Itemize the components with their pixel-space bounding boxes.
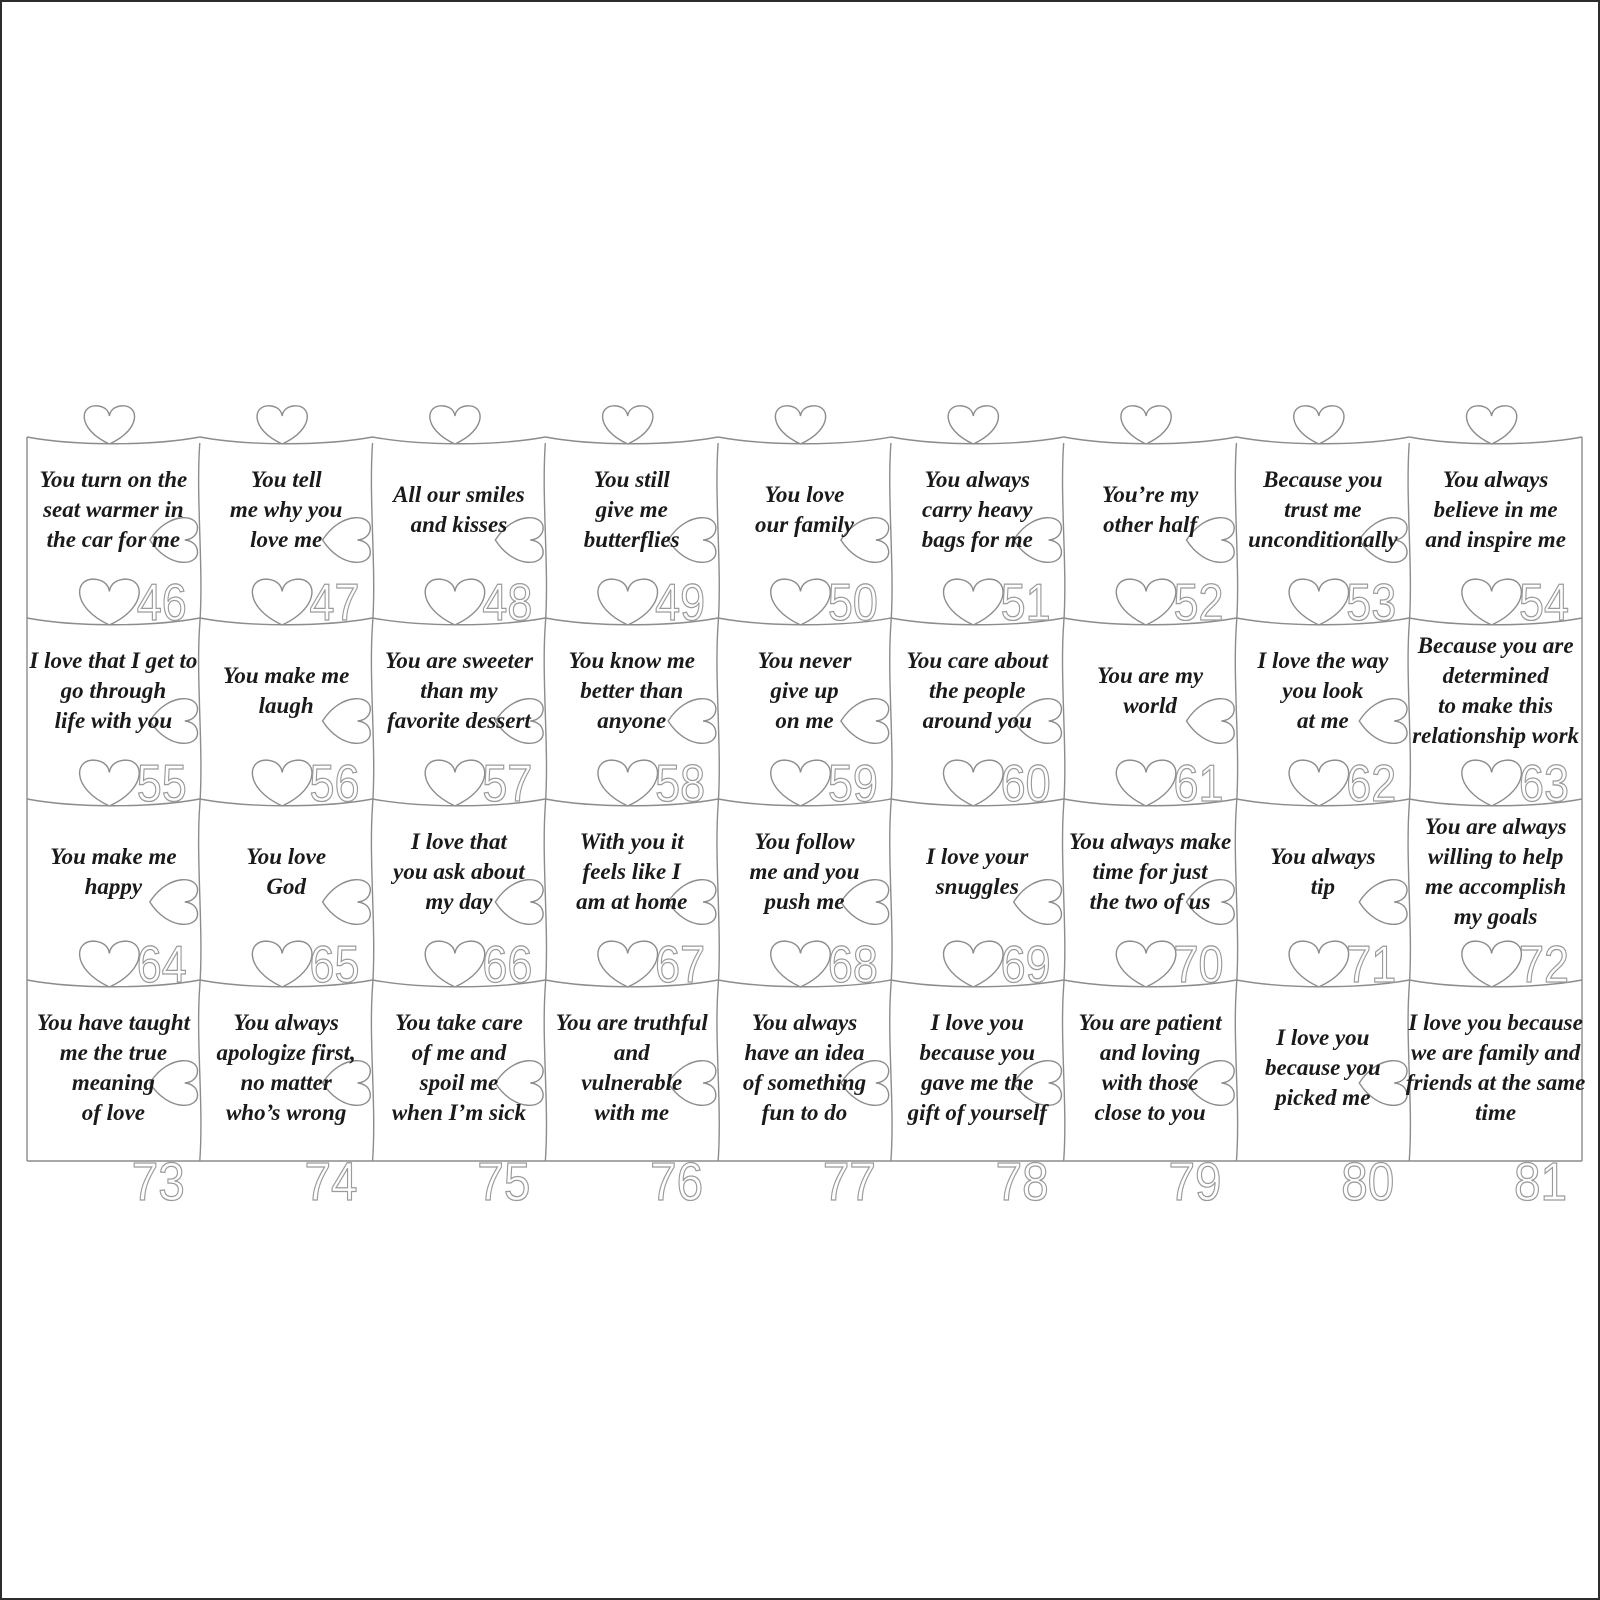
piece-number: 53 [1346, 574, 1397, 632]
message-line: than my [420, 678, 498, 703]
message-line: the two of us [1089, 889, 1211, 914]
piece-edge [1235, 986, 1237, 1161]
message-line: spoil me [419, 1070, 499, 1095]
heart-connector-icon [775, 406, 825, 444]
piece-edge [1235, 443, 1237, 624]
heart-connector-icon [944, 941, 1004, 987]
piece-number: 67 [655, 936, 706, 994]
heart-connector-icon [1186, 1061, 1234, 1106]
heart-connector-icon [1116, 941, 1176, 987]
piece-number: 70 [1173, 936, 1224, 994]
piece-edge [890, 624, 892, 805]
heart-connector-icon [1294, 406, 1344, 444]
message-line: You are always [1424, 814, 1567, 839]
heart-connector-icon [1186, 699, 1234, 744]
message-line: better than [580, 678, 684, 703]
piece-number: 52 [1173, 574, 1224, 632]
message-line: with me [594, 1100, 670, 1125]
heart-connector-icon [1359, 699, 1407, 744]
message-line: You never [757, 648, 852, 673]
heart-connector-icon [495, 880, 543, 925]
message-line: Because you [1263, 467, 1383, 492]
heart-connector-icon [1186, 880, 1234, 925]
message-line: butterflies [583, 527, 680, 552]
message-line: You are patient [1078, 1010, 1222, 1035]
piece-edge [371, 624, 373, 805]
message-line: the people [929, 678, 1026, 703]
piece-edge [199, 805, 201, 986]
message-line: You have taught [36, 1010, 191, 1035]
heart-connector-icon [1289, 760, 1349, 806]
heart-connector-icon [323, 1061, 371, 1106]
heart-connector-icon [1462, 760, 1522, 806]
piece-number: 57 [482, 755, 533, 813]
heart-connector-icon [1462, 941, 1522, 987]
heart-connector-icon [668, 880, 716, 925]
message-line: gift of yourself [907, 1100, 1047, 1125]
message-line: I love you [1276, 1025, 1370, 1050]
piece-edge [199, 624, 201, 805]
piece-number: 47 [309, 574, 360, 632]
heart-connector-icon [323, 880, 371, 925]
message-line: relationship work [1412, 723, 1580, 748]
piece-edge [1063, 624, 1065, 805]
piece-edge [717, 624, 719, 805]
message-line: and [613, 1040, 650, 1065]
heart-connector-icon [252, 579, 312, 625]
heart-connector-icon [80, 760, 140, 806]
piece-number: 65 [309, 936, 360, 994]
piece-number: 69 [1000, 936, 1051, 994]
piece-number: 73 [131, 1152, 185, 1212]
heart-connector-icon [430, 406, 480, 444]
message-line: life with you [54, 708, 173, 733]
piece-number: 79 [1168, 1152, 1222, 1212]
message-line: vulnerable [581, 1070, 683, 1095]
message-line: I love you because [1408, 1010, 1583, 1035]
message-line: you look [1282, 678, 1364, 703]
message-line: time for just [1092, 859, 1208, 884]
message-line: friends at the same [1405, 1070, 1586, 1095]
heart-connector-icon [1116, 760, 1176, 806]
message-line: feels like I [582, 859, 681, 884]
piece-edge [1235, 805, 1237, 986]
message-line: at me [1296, 708, 1349, 733]
piece-number: 56 [309, 755, 360, 813]
message-line: You tell [250, 467, 322, 492]
message-line: picked me [1275, 1085, 1371, 1110]
piece-number: 51 [1000, 574, 1051, 632]
message-line: You always make [1068, 829, 1232, 854]
message-line: I love the way [1257, 648, 1389, 673]
message-line: trust me [1284, 497, 1362, 522]
message-line: you ask about [393, 859, 525, 884]
message-line: Because you are [1417, 633, 1574, 658]
heart-connector-icon [598, 579, 658, 625]
message-line: You follow [754, 829, 855, 854]
heart-connector-icon [771, 579, 831, 625]
heart-connector-icon [841, 518, 889, 563]
heart-connector-icon [1359, 1061, 1407, 1106]
message-line: You always [924, 467, 1030, 492]
message-line: laugh [258, 693, 314, 718]
piece-edge [890, 986, 892, 1161]
message-line: me and you [749, 859, 860, 884]
message-line: of love [81, 1100, 145, 1125]
piece-number: 58 [655, 755, 706, 813]
piece-edge [544, 986, 546, 1161]
message-line: of something [742, 1070, 867, 1095]
message-line: You know me [568, 648, 695, 673]
piece-edge [717, 986, 719, 1161]
message-line: we are family and [1410, 1040, 1581, 1065]
piece-edge [199, 986, 201, 1161]
heart-connector-icon [1462, 579, 1522, 625]
piece-edge [1408, 443, 1410, 624]
heart-connector-icon [841, 699, 889, 744]
heart-connector-icon [771, 760, 831, 806]
piece-number: 60 [1000, 755, 1051, 813]
piece-edge [1408, 624, 1410, 805]
message-line: You take care [395, 1010, 523, 1035]
message-line: happy [84, 874, 143, 899]
heart-connector-icon [1289, 579, 1349, 625]
heart-connector-icon [425, 579, 485, 625]
piece-edge [1063, 443, 1065, 624]
message-line: You make me [50, 844, 177, 869]
message-line: meaning [71, 1070, 155, 1095]
piece-number: 80 [1341, 1152, 1395, 1212]
heart-connector-icon [252, 941, 312, 987]
message-line: and loving [1099, 1040, 1201, 1065]
heart-connector-icon [841, 880, 889, 925]
message-line: determined [1442, 663, 1549, 688]
heart-connector-icon [668, 518, 716, 563]
piece-number: 76 [650, 1152, 704, 1212]
heart-connector-icon [1359, 880, 1407, 925]
message-line: You make me [222, 663, 350, 688]
heart-connector-icon [150, 1061, 198, 1106]
heart-connector-icon [257, 406, 307, 444]
heart-connector-icon [495, 518, 543, 563]
message-line: You’re my [1101, 482, 1199, 507]
heart-connector-icon [323, 699, 371, 744]
message-line: With you it [579, 829, 684, 854]
message-line: I love that I get to [29, 648, 198, 673]
heart-connector-icon [1359, 518, 1407, 563]
message-line: love me [250, 527, 323, 552]
heart-connector-icon [150, 518, 198, 563]
heart-connector-icon [598, 760, 658, 806]
message-line: You always [233, 1010, 339, 1035]
piece-edge [371, 986, 373, 1161]
piece-number: 55 [136, 755, 187, 813]
piece-number: 59 [827, 755, 878, 813]
message-line: You turn on the [39, 467, 188, 492]
message-line: the car for me [46, 527, 181, 552]
message-line: carry heavy [922, 497, 1033, 522]
heart-connector-icon [1466, 406, 1516, 444]
heart-connector-icon [1014, 880, 1062, 925]
message-line: You care about [906, 648, 1049, 673]
message-line: give up [770, 678, 839, 703]
message-line: around you [922, 708, 1032, 733]
message-line: You are truthful [555, 1010, 708, 1035]
heart-connector-icon [323, 518, 371, 563]
message-line: I love your [926, 844, 1029, 869]
heart-connector-icon [80, 579, 140, 625]
heart-connector-icon [841, 1061, 889, 1106]
piece-number: 64 [136, 936, 187, 994]
message-line: me why you [229, 497, 343, 522]
message-line: fun to do [761, 1100, 848, 1125]
piece-edge [1235, 624, 1237, 805]
message-line: All our smiles [393, 482, 525, 507]
message-line: You are my [1097, 663, 1204, 688]
message-line: gave me the [921, 1070, 1034, 1095]
piece-number: 81 [1514, 1152, 1568, 1212]
message-line: because you [919, 1040, 1036, 1065]
heart-connector-icon [1014, 1061, 1062, 1106]
message-line: You always [751, 1010, 858, 1035]
message-line: push me [764, 889, 845, 914]
message-line: with those [1101, 1070, 1199, 1095]
heart-connector-icon [425, 941, 485, 987]
message-line: You always [1270, 844, 1376, 869]
message-line: go through [60, 678, 167, 703]
piece-edge [371, 443, 373, 624]
piece-number: 78 [995, 1152, 1049, 1212]
piece-number: 54 [1519, 574, 1570, 632]
message-line: who’s wrong [225, 1100, 347, 1125]
heart-connector-icon [1014, 518, 1062, 563]
heart-connector-icon [84, 406, 134, 444]
heart-connector-icon [948, 406, 998, 444]
piece-number: 75 [477, 1152, 531, 1212]
message-line: when I’m sick [391, 1100, 527, 1125]
piece-edge [544, 443, 546, 624]
message-line: other half [1103, 512, 1198, 537]
message-line: no matter [240, 1070, 332, 1095]
heart-connector-icon [668, 699, 716, 744]
message-line: You love [246, 844, 327, 869]
piece-edge [890, 443, 892, 624]
message-line: give me [595, 497, 668, 522]
message-line: favorite dessert [387, 708, 531, 733]
message-line: to make this [1438, 693, 1554, 718]
piece-edge [371, 805, 373, 986]
message-line: You always [1442, 467, 1549, 492]
message-line: snuggles [935, 874, 1019, 899]
message-line: my goals [1453, 904, 1538, 929]
heart-connector-icon [495, 1061, 543, 1106]
piece-number: 63 [1519, 755, 1570, 813]
message-line: and kisses [410, 512, 508, 537]
piece-edge [717, 443, 719, 624]
piece-edge [544, 624, 546, 805]
message-line: me the true [59, 1040, 168, 1065]
message-line: world [1123, 693, 1177, 718]
message-line: and inspire me [1425, 527, 1566, 552]
heart-connector-icon [1014, 699, 1062, 744]
piece-number: 77 [822, 1152, 876, 1212]
message-line: apologize first, [216, 1040, 356, 1065]
message-line: time [1475, 1100, 1517, 1125]
piece-number: 72 [1519, 936, 1570, 994]
message-line: anyone [597, 708, 667, 733]
heart-connector-icon [603, 406, 653, 444]
heart-connector-icon [495, 699, 543, 744]
message-line: tip [1310, 874, 1335, 899]
heart-connector-icon [944, 760, 1004, 806]
message-line: believe in me [1433, 497, 1558, 522]
message-line: seat warmer in [43, 497, 184, 522]
piece-edge [1063, 986, 1065, 1161]
piece-number: 48 [482, 574, 533, 632]
piece-edge [717, 805, 719, 986]
piece-number: 68 [827, 936, 878, 994]
message-line: bags for me [921, 527, 1033, 552]
piece-number: 49 [655, 574, 706, 632]
piece-number: 71 [1346, 936, 1397, 994]
message-line: You are sweeter [384, 648, 534, 673]
message-line: of me and [411, 1040, 507, 1065]
message-line: close to you [1094, 1100, 1206, 1125]
message-line: because you [1265, 1055, 1381, 1080]
message-line: on me [775, 708, 834, 733]
piece-edge [1063, 805, 1065, 986]
piece-edge [544, 805, 546, 986]
heart-connector-icon [150, 699, 198, 744]
message-line: am at home [576, 889, 688, 914]
heart-connector-icon [1289, 941, 1349, 987]
piece-edge [890, 805, 892, 986]
heart-connector-icon [1186, 518, 1234, 563]
piece-number: 46 [136, 574, 187, 632]
message-line: You love [764, 482, 845, 507]
puzzle-outlines-layer [2, 2, 1600, 1600]
heart-connector-icon [425, 760, 485, 806]
heart-connector-icon [1116, 579, 1176, 625]
message-line: You still [593, 467, 670, 492]
message-line: our family [754, 512, 854, 537]
heart-connector-icon [252, 760, 312, 806]
message-line: willing to help [1427, 844, 1564, 869]
piece-number: 50 [827, 574, 878, 632]
heart-connector-icon [668, 1061, 716, 1106]
message-line: unconditionally [1248, 527, 1398, 552]
message-line: I love you [930, 1010, 1024, 1035]
heart-connector-icon [80, 941, 140, 987]
heart-connector-icon [771, 941, 831, 987]
heart-connector-icon [150, 880, 198, 925]
heart-connector-icon [944, 579, 1004, 625]
heart-connector-icon [598, 941, 658, 987]
piece-number: 66 [482, 936, 533, 994]
piece-number: 61 [1173, 755, 1224, 813]
piece-edge [199, 443, 201, 624]
message-line: my day [425, 889, 493, 914]
piece-edge [1408, 805, 1410, 986]
message-line: have an idea [744, 1040, 865, 1065]
message-line: I love that [411, 829, 507, 854]
piece-number: 62 [1346, 755, 1397, 813]
piece-number: 74 [304, 1152, 358, 1212]
heart-connector-icon [1121, 406, 1171, 444]
piece-edge [1408, 986, 1410, 1161]
message-line: God [266, 874, 306, 899]
message-line: me accomplish [1425, 874, 1567, 899]
